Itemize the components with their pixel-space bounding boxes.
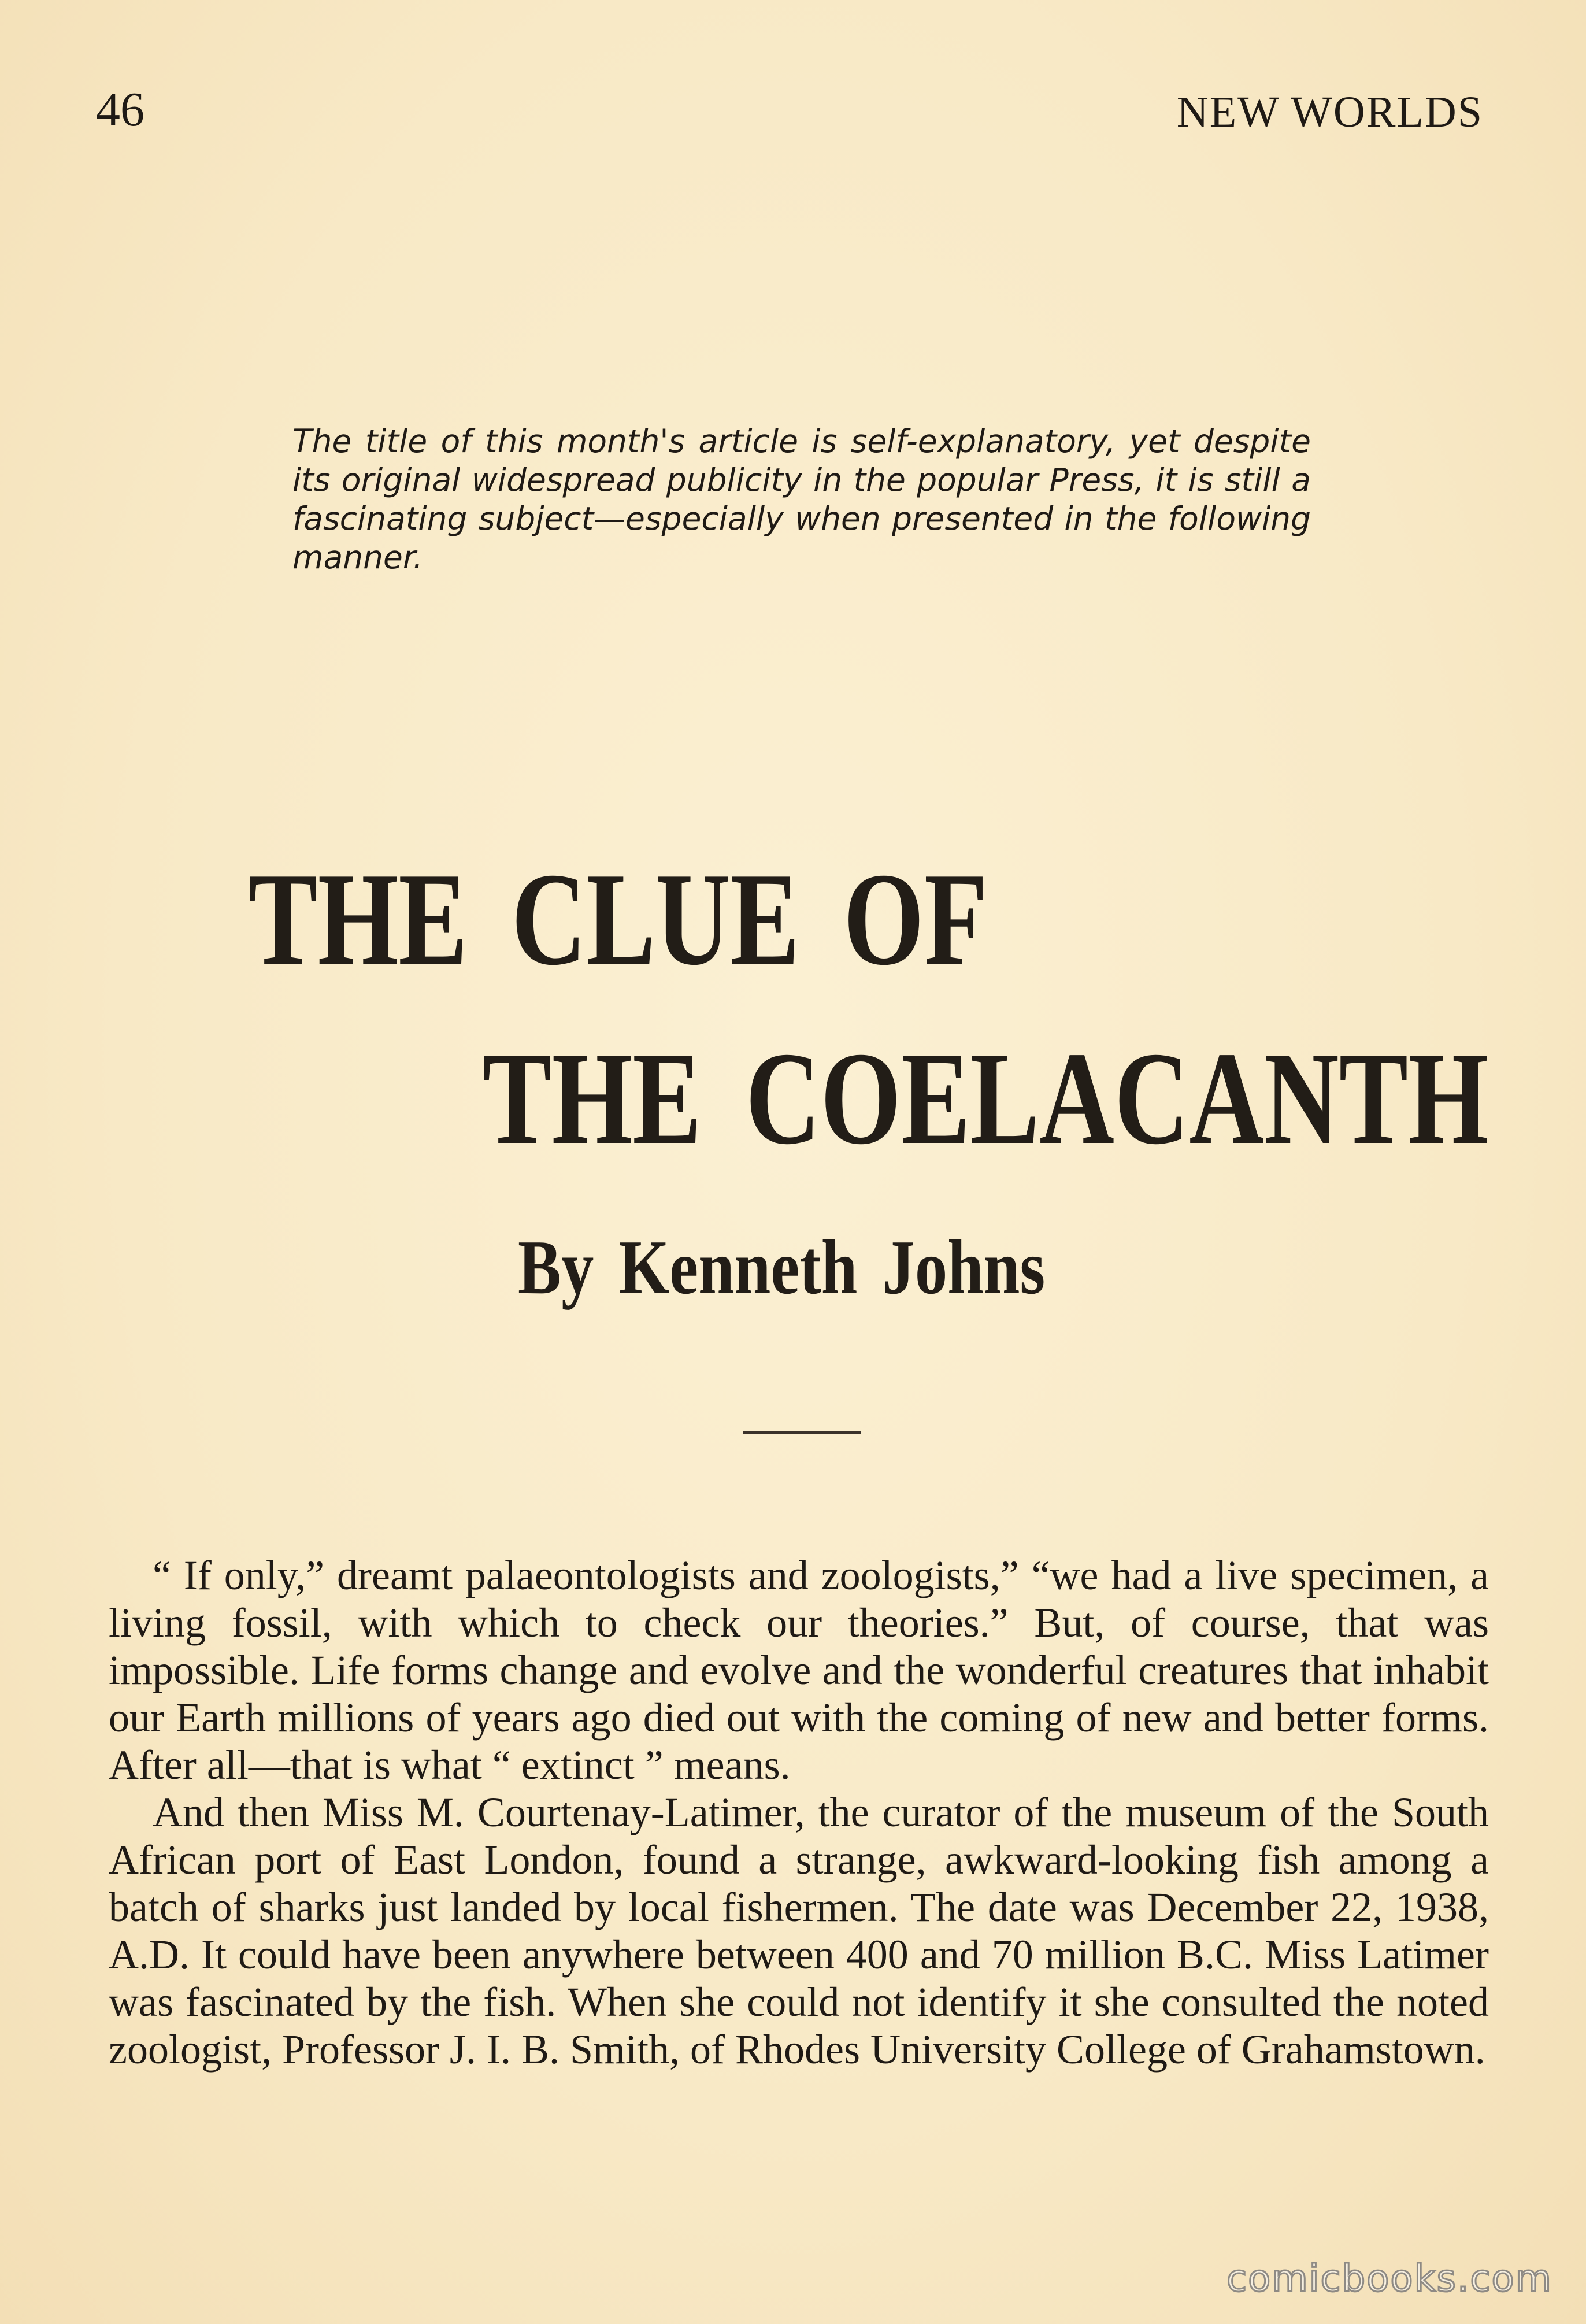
running-head: NEW WORLDS (1176, 88, 1483, 136)
article-title-line-2: THE COELACANTH (483, 1024, 1489, 1172)
article-standfirst: The title of this month's article is self-explanatory, yet despite its original widespread publicity in the popular Press, it is still a fascinating subject—especially when presented in the following manner. (292, 423, 1311, 576)
article-title-line-1: THE CLUE OF (249, 845, 988, 993)
body-paragraph-1: “ If only,” dreamt palaeontologists and zoologists,” “we had a live specimen, a living fossil, with which to check our theories.” But, of course, that was impossible. Life forms change and evolve and the wonderful creatures that inhabit our Earth millions of years ago died out with the coming of new and better forms. After all—that is what “ extinct ” means. (109, 1552, 1489, 1788)
section-divider (743, 1431, 861, 1434)
byline: By Kenneth Johns (518, 1224, 1046, 1310)
watermark: comicbooks.com (1226, 2258, 1552, 2300)
page-number: 46 (96, 83, 144, 136)
article-body (109, 1552, 1489, 2073)
body-paragraph-2: And then Miss M. Courtenay-Latimer, the curator of the museum of the South African port of East London, found a strange, awkward-looking fish among a batch of sharks just landed by local fishermen. The date was December 22, 1938, A.D. It could have been anywhere between 400 and 70 million B.C. Miss Latimer was fascinated by the fish. When she could not identify it she consulted the noted zoologist, Professor J. I. B. Smith, of Rhodes University College of Grahamstown. (109, 1789, 1489, 2073)
